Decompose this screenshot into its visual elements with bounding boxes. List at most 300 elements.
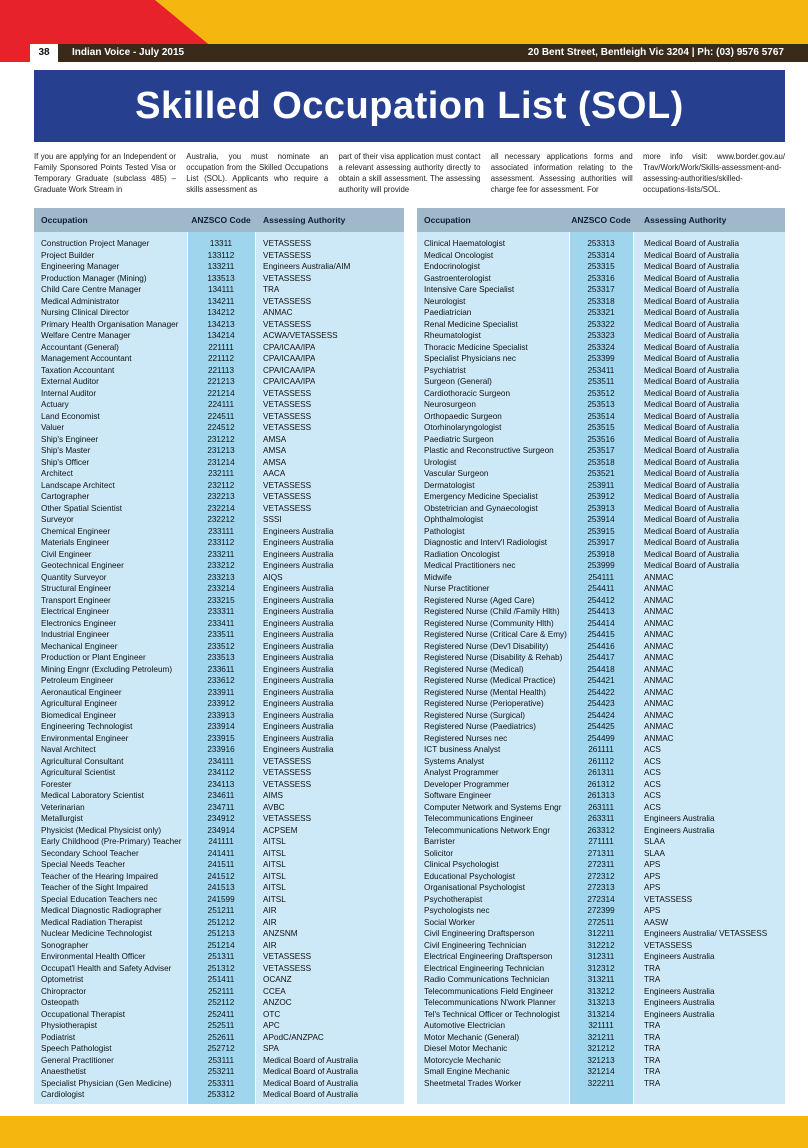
table-row [34, 652, 404, 664]
table-row [417, 963, 785, 975]
anzsco-code-cell: 233513 [207, 653, 235, 662]
table-row [34, 560, 404, 572]
anzsco-code-cell: 253318 [587, 296, 615, 306]
assessing-authority-cell: AVBC [263, 802, 285, 812]
occupation-cell: Chemical Engineer [41, 526, 111, 536]
anzsco-code-cell: 253912 [587, 492, 615, 501]
occupation-cell: Medical Laboratory Scientist [41, 791, 144, 800]
table-row [34, 457, 404, 469]
assessing-authority-cell: VETASSESS [263, 952, 312, 961]
occupation-cell: Registered Nurse (Disability & Rehab) [424, 653, 563, 662]
anzsco-code-cell: 231213 [207, 446, 235, 455]
occupation-cell: Telecommunications Network Engr [424, 825, 551, 835]
anzsco-code-cell: 251212 [207, 917, 235, 927]
assessing-authority-cell: Engineers Australia [263, 630, 334, 639]
table-row [417, 261, 785, 273]
anzsco-code-cell: 13311 [209, 239, 233, 248]
anzsco-code-cell: 233211 [207, 549, 235, 559]
table-row [34, 997, 404, 1009]
table-row [34, 250, 404, 262]
table-row [34, 365, 404, 377]
anzsco-code-cell: 253316 [587, 273, 615, 283]
assessing-authority-cell: AIR [263, 917, 277, 927]
table-row [34, 319, 404, 331]
assessing-authority-cell: CPA/ICAA/IPA [263, 342, 316, 352]
anzsco-code-cell: 253324 [587, 342, 615, 352]
anzsco-code-cell: 253211 [207, 1067, 235, 1076]
table-row [34, 733, 404, 745]
assessing-authority-cell: Medical Board of Australia [644, 469, 740, 478]
anzsco-code-cell: 233111 [207, 526, 235, 536]
anzsco-code-cell: 233215 [207, 595, 235, 605]
occupation-cell: Medical Oncologist [424, 250, 494, 260]
table-row [417, 537, 785, 549]
header-code: ANZSCO Code [191, 215, 251, 225]
occupation-cell: Renal Medicine Specialist [424, 319, 518, 329]
anzsco-code-cell: 321212 [587, 1044, 615, 1053]
table-row [34, 629, 404, 641]
table-body [34, 238, 404, 1101]
occupation-cell: Surgeon (General) [424, 377, 492, 386]
occupation-cell: Diagnostic and Interv'l Radiologist [424, 538, 548, 547]
header-authority: Assessing Authority [644, 215, 727, 225]
assessing-authority-cell: Engineers Australia [263, 561, 334, 570]
occupation-cell: Project Builder [41, 250, 95, 260]
assessing-authority-cell: Medical Board of Australia [644, 457, 740, 467]
anzsco-code-cell: 233112 [207, 538, 235, 547]
table-row [417, 836, 785, 848]
anzsco-code-cell: 252611 [207, 1032, 235, 1042]
assessing-authority-cell: AITSL [263, 860, 286, 869]
table-row [34, 894, 404, 906]
table-row [34, 836, 404, 848]
anzsco-code-cell: 322211 [587, 1078, 615, 1088]
anzsco-code-cell: 312312 [587, 963, 615, 973]
table-row [417, 905, 785, 917]
occupation-cell: Welfare Centre Manager [41, 331, 131, 340]
anzsco-code-cell: 241511 [207, 860, 235, 869]
assessing-authority-cell: ANMAC [644, 653, 674, 662]
table-row [417, 560, 785, 572]
table-row [34, 951, 404, 963]
table-row [34, 859, 404, 871]
occupation-cell: Accountant (General) [41, 342, 119, 352]
table-row [34, 376, 404, 388]
anzsco-code-cell: 233214 [207, 584, 235, 593]
anzsco-code-cell: 261312 [587, 779, 615, 789]
occupation-cell: Materials Engineer [41, 538, 110, 547]
anzsco-code-cell: 253317 [587, 285, 615, 294]
assessing-authority-cell: Medical Board of Australia [263, 1067, 359, 1076]
anzsco-code-cell: 241411 [207, 848, 235, 858]
occupation-cell: Midwife [424, 572, 452, 582]
anzsco-code-cell: 233912 [207, 699, 235, 708]
anzsco-code-cell: 254111 [587, 572, 615, 582]
occupation-cell: Specialist Physician (Gen Medicine) [41, 1078, 172, 1088]
occupation-cell: Forester [41, 779, 72, 789]
occupation-cell: Structural Engineer [41, 584, 112, 593]
table-row [34, 330, 404, 342]
assessing-authority-cell: Medical Board of Australia [644, 515, 740, 524]
occupation-cell: Anaesthetist [41, 1067, 87, 1076]
header-occupation: Occupation [424, 215, 471, 225]
table-row [34, 411, 404, 423]
assessing-authority-cell: Engineers Australia [263, 676, 334, 685]
anzsco-code-cell: 272311 [587, 860, 615, 869]
assessing-authority-cell: ANMAC [644, 722, 674, 731]
assessing-authority-cell: ACS [644, 756, 661, 766]
occupation-cell: Petroleum Engineer [41, 676, 114, 685]
header-code: ANZSCO Code [571, 215, 631, 225]
assessing-authority-cell: ACS [644, 745, 661, 754]
anzsco-code-cell: 134213 [207, 319, 235, 329]
assessing-authority-cell: VETASSESS [263, 239, 312, 248]
table-row [34, 1043, 404, 1055]
assessing-authority-cell: CPA/ICAA/IPA [263, 365, 316, 375]
assessing-authority-cell: AIMS [263, 791, 284, 800]
anzsco-code-cell: 261112 [587, 756, 615, 766]
assessing-authority-cell: Engineers Australia [263, 641, 334, 651]
occupation-cell: Social Worker [424, 917, 475, 927]
occupation-cell: Analyst Programmer [424, 768, 499, 777]
assessing-authority-cell: ANMAC [644, 572, 674, 582]
table-row [417, 422, 785, 434]
assessing-authority-cell: VETASSESS [263, 768, 312, 777]
title-banner [34, 70, 785, 142]
assessing-authority-cell: ACS [644, 779, 661, 789]
occupation-cell: Medical Diagnostic Radiographer [41, 906, 162, 915]
occupation-cell: Electronics Engineer [41, 618, 117, 628]
occupation-cell: Naval Architect [41, 745, 96, 754]
occupation-cell: Telecommunications Engineer [424, 814, 534, 823]
assessing-authority-cell: Engineers Australia [263, 687, 334, 697]
anzsco-code-cell: 134212 [207, 308, 235, 317]
table-row [34, 618, 404, 630]
assessing-authority-cell: Engineers Australia [263, 607, 334, 616]
table-row [34, 882, 404, 894]
occupation-cell: Psychologists nec [424, 906, 490, 915]
occupation-cell: Registered Nurse (Mental Health) [424, 687, 546, 697]
occupation-cell: Neurosurgeon [424, 400, 476, 409]
occupation-cell: Rheumatologist [424, 331, 481, 340]
assessing-authority-cell: AIR [263, 940, 277, 950]
assessing-authority-cell: Medical Board of Australia [644, 331, 740, 340]
assessing-authority-cell: Engineers Australia [644, 986, 715, 996]
occupation-cell: Nuclear Medicine Technologist [41, 929, 152, 938]
anzsco-code-cell: 234711 [207, 802, 235, 812]
table-row [417, 744, 785, 756]
assessing-authority-cell: ANMAC [644, 710, 674, 720]
occupation-table-right [417, 208, 785, 1104]
assessing-authority-cell: VETASSESS [263, 480, 312, 490]
assessing-authority-cell: AITSL [263, 871, 286, 881]
table-row [34, 940, 404, 952]
anzsco-code-cell: 313211 [587, 975, 615, 984]
table-row [34, 296, 404, 308]
assessing-authority-cell: Engineers Australia [263, 618, 334, 628]
occupation-cell: Electrical Engineering Draftsperson [424, 952, 553, 961]
occupation-cell: Physicist (Medical Physicist only) [41, 825, 162, 835]
anzsco-code-cell: 271111 [588, 837, 614, 846]
assessing-authority-cell: VETASSESS [644, 940, 693, 950]
table-row [417, 411, 785, 423]
occupation-cell: Ship's Master [41, 446, 91, 455]
table-row [34, 595, 404, 607]
table-row [417, 319, 785, 331]
assessing-authority-cell: AITSL [263, 883, 286, 892]
table-row [417, 296, 785, 308]
assessing-authority-cell: CPA/ICAA/IPA [263, 377, 316, 386]
table-row [417, 618, 785, 630]
anzsco-code-cell: 253511 [587, 377, 615, 386]
assessing-authority-cell: Engineers Australia [263, 722, 334, 731]
occupation-cell: Occupational Therapist [41, 1009, 126, 1019]
occupation-cell: Otorhinolaryngologist [424, 423, 502, 432]
table-row [34, 238, 404, 250]
occupation-cell: Emergency Medicine Specialist [424, 492, 538, 501]
assessing-authority-cell: Engineers Australia [644, 825, 715, 835]
assessing-authority-cell: Engineers Australia [644, 998, 715, 1007]
table-row [34, 399, 404, 411]
occupation-cell: Registered Nurse (Surgical) [424, 710, 526, 720]
occupation-cell: Specialist Physicians nec [424, 354, 516, 363]
occupation-cell: Occupat'l Health and Safety Adviser [41, 963, 172, 973]
anzsco-code-cell: 233612 [207, 676, 235, 685]
table-row [34, 1078, 404, 1090]
anzsco-code-cell: 321111 [588, 1021, 614, 1030]
occupation-cell: Industrial Engineer [41, 630, 110, 639]
anzsco-code-cell: 254411 [587, 584, 615, 593]
table-row [34, 641, 404, 653]
table-row [417, 434, 785, 446]
assessing-authority-cell: ACS [644, 802, 661, 812]
occupation-cell: Other Spatial Scientist [41, 503, 123, 513]
anzsco-code-cell: 253312 [207, 1090, 235, 1099]
occupation-cell: Engineering Technologist [41, 722, 133, 731]
occupation-cell: Ship's Officer [41, 457, 90, 467]
assessing-authority-cell: Engineers Australia [263, 733, 334, 743]
anzsco-code-cell: 253514 [587, 411, 615, 421]
anzsco-code-cell: 253411 [587, 365, 615, 375]
assessing-authority-cell: AMSA [263, 457, 287, 467]
assessing-authority-cell: Medical Board of Australia [644, 273, 740, 283]
occupation-cell: Agricultural Consultant [41, 756, 124, 766]
issue-label: Indian Voice - July 2015 [72, 47, 185, 58]
anzsco-code-cell: 134211 [207, 296, 235, 306]
assessing-authority-cell: VETASSESS [263, 779, 312, 789]
table-row [417, 790, 785, 802]
assessing-authority-cell: ANMAC [644, 595, 674, 605]
occupation-cell: Pathologist [424, 526, 465, 536]
anzsco-code-cell: 224512 [207, 423, 235, 432]
assessing-authority-cell: Medical Board of Australia [644, 308, 740, 317]
anzsco-code-cell: 253311 [207, 1078, 235, 1088]
anzsco-code-cell: 251312 [207, 963, 235, 973]
anzsco-code-cell: 233512 [207, 641, 235, 651]
table-row [34, 871, 404, 883]
assessing-authority-cell: TRA [644, 1067, 661, 1076]
table-row [417, 802, 785, 814]
occupation-cell: Registered Nurse (Child /Family Hlth) [424, 607, 560, 616]
table-row [417, 457, 785, 469]
table-row [34, 698, 404, 710]
anzsco-code-cell: 271311 [587, 848, 615, 858]
assessing-authority-cell: Medical Board of Australia [644, 342, 740, 352]
occupation-cell: Electrical Engineer [41, 607, 110, 616]
anzsco-code-cell: 232111 [207, 469, 235, 478]
assessing-authority-cell: AITSL [263, 837, 286, 846]
contact-address: 20 Bent Street, Bentleigh Vic 3204 | Ph: (03) 9576 5767 [527, 47, 784, 58]
anzsco-code-cell: 133211 [207, 262, 235, 271]
page-number: 38 [30, 44, 58, 62]
occupation-cell: Nurse Practitioner [424, 584, 490, 593]
anzsco-code-cell: 253323 [587, 331, 615, 340]
table-row [34, 963, 404, 975]
anzsco-code-cell: 233916 [207, 745, 235, 754]
assessing-authority-cell: AITSL [263, 894, 286, 904]
assessing-authority-cell: VETASSESS [263, 273, 312, 283]
table-row [34, 664, 404, 676]
anzsco-code-cell: 233911 [207, 687, 235, 697]
intro-text [34, 151, 785, 197]
occupation-cell: Veterinarian [41, 802, 85, 812]
occupation-cell: Clinical Psychologist [424, 860, 499, 869]
assessing-authority-cell: TRA [644, 975, 661, 984]
occupation-cell: Orthopaedic Surgeon [424, 411, 502, 421]
table-row [417, 595, 785, 607]
table-row [34, 342, 404, 354]
assessing-authority-cell: VETASSESS [263, 388, 312, 398]
table-row [34, 526, 404, 538]
occupation-cell: Osteopath [41, 998, 79, 1007]
occupation-cell: Radio Communications Technician [424, 975, 550, 984]
header-occupation: Occupation [41, 215, 88, 225]
anzsco-code-cell: 261313 [587, 791, 615, 800]
table-row [417, 445, 785, 457]
assessing-authority-cell: APS [644, 906, 661, 915]
occupation-cell: Sheetmetal Trades Worker [424, 1078, 522, 1088]
table-row [417, 572, 785, 584]
anzsco-code-cell: 233915 [207, 733, 235, 743]
anzsco-code-cell: 272312 [587, 871, 615, 881]
assessing-authority-cell: Medical Board of Australia [263, 1090, 359, 1099]
assessing-authority-cell: Engineers Australia [644, 814, 715, 823]
anzsco-code-cell: 251213 [207, 929, 235, 938]
assessing-authority-cell: Medical Board of Australia [644, 262, 740, 271]
table-row [417, 951, 785, 963]
table-row [34, 986, 404, 998]
assessing-authority-cell: VETASSESS [263, 423, 312, 432]
table-row [417, 480, 785, 492]
occupation-cell: Cartographer [41, 492, 90, 501]
occupation-cell: Psychotherapist [424, 894, 483, 904]
occupation-cell: Organisational Psychologist [424, 883, 526, 892]
occupation-cell: Physiotherapist [41, 1021, 97, 1030]
assessing-authority-cell: ANMAC [644, 676, 674, 685]
table-row [417, 733, 785, 745]
assessing-authority-cell: AIR [263, 906, 277, 915]
assessing-authority-cell: Engineers Australia [263, 538, 334, 547]
assessing-authority-cell: VETASSESS [263, 400, 312, 409]
occupation-cell: Systems Analyst [424, 756, 485, 766]
table-row [34, 537, 404, 549]
table-row [34, 514, 404, 526]
assessing-authority-cell: OCANZ [263, 975, 292, 984]
anzsco-code-cell: 251214 [207, 940, 235, 950]
occupation-cell: Valuer [41, 423, 65, 432]
table-row [34, 503, 404, 515]
assessing-authority-cell: Engineers Australia [263, 595, 334, 605]
anzsco-code-cell: 261311 [587, 768, 615, 777]
assessing-authority-cell: TRA [644, 1078, 661, 1088]
page-title: Skilled Occupation List (SOL) [135, 84, 684, 127]
assessing-authority-cell: ANMAC [644, 630, 674, 639]
occupation-cell: Teacher of the Hearing Impaired [41, 871, 158, 881]
anzsco-code-cell: 254415 [587, 630, 615, 639]
anzsco-code-cell: 252112 [207, 998, 235, 1007]
occupation-cell: Child Care Centre Manager [41, 285, 142, 294]
occupation-cell: Chiropractor [41, 986, 87, 996]
intro-column: all necessary applications forms and associated information relating to the assessment. Assessing authorities will charge fee for assessment. For [490, 152, 633, 194]
assessing-authority-cell: Engineers Australia [263, 653, 334, 662]
occupation-cell: Barrister [424, 837, 455, 846]
table-row [34, 744, 404, 756]
intro-column: Australia, you must nominate an occupation from the Skilled Occupations List (SOL). Applicants who require a skills assessment as [186, 152, 329, 194]
occupation-cell: Radiation Oncologist [424, 549, 500, 559]
anzsco-code-cell: 233311 [207, 607, 235, 616]
table-row [417, 813, 785, 825]
assessing-authority-cell: Medical Board of Australia [644, 319, 740, 329]
table-row [34, 480, 404, 492]
assessing-authority-cell: ANMAC [644, 584, 674, 593]
anzsco-code-cell: 233213 [207, 572, 235, 582]
occupation-cell: Optometrist [41, 975, 84, 984]
anzsco-code-cell: 253513 [587, 400, 615, 409]
assessing-authority-cell: TRA [644, 963, 661, 973]
anzsco-code-cell: 221113 [207, 365, 235, 375]
anzsco-code-cell: 313212 [587, 986, 615, 996]
intro-column: more info visit: www.border.gov.au/ Trav/Work/Work/Skills-assessment-and-assessing-authorities/skilled-occupations-lists/SOL. [643, 152, 785, 194]
table-row [417, 917, 785, 929]
anzsco-code-cell: 253911 [587, 480, 615, 490]
assessing-authority-cell: TRA [644, 1032, 661, 1042]
table-row [417, 687, 785, 699]
assessing-authority-cell: Engineers Australia [263, 664, 334, 674]
occupation-cell: Engineering Manager [41, 262, 120, 271]
table-row [34, 825, 404, 837]
table-row [417, 1020, 785, 1032]
occupation-cell: Psychiatrist [424, 365, 466, 375]
occupation-cell: Internal Auditor [41, 388, 97, 398]
table-row [34, 802, 404, 814]
occupation-cell: Dermatologist [424, 480, 475, 490]
table-row [417, 756, 785, 768]
occupation-cell: Architect [41, 469, 73, 478]
anzsco-code-cell: 253517 [587, 446, 615, 455]
table-row [417, 342, 785, 354]
table-row [34, 917, 404, 929]
assessing-authority-cell: Engineers Australia [263, 526, 334, 536]
assessing-authority-cell: ANMAC [644, 687, 674, 697]
assessing-authority-cell: Engineers Australia [263, 699, 334, 708]
table-row [417, 767, 785, 779]
occupation-cell: Ship's Engineer [41, 434, 99, 444]
occupation-cell: Registered Nurse (Community Hlth) [424, 618, 554, 628]
occupation-cell: Cardiothoracic Surgeon [424, 388, 511, 398]
anzsco-code-cell: 253399 [587, 354, 615, 363]
assessing-authority-cell: ANMAC [644, 664, 674, 674]
occupation-cell: Primary Health Organisation Manager [41, 319, 179, 329]
